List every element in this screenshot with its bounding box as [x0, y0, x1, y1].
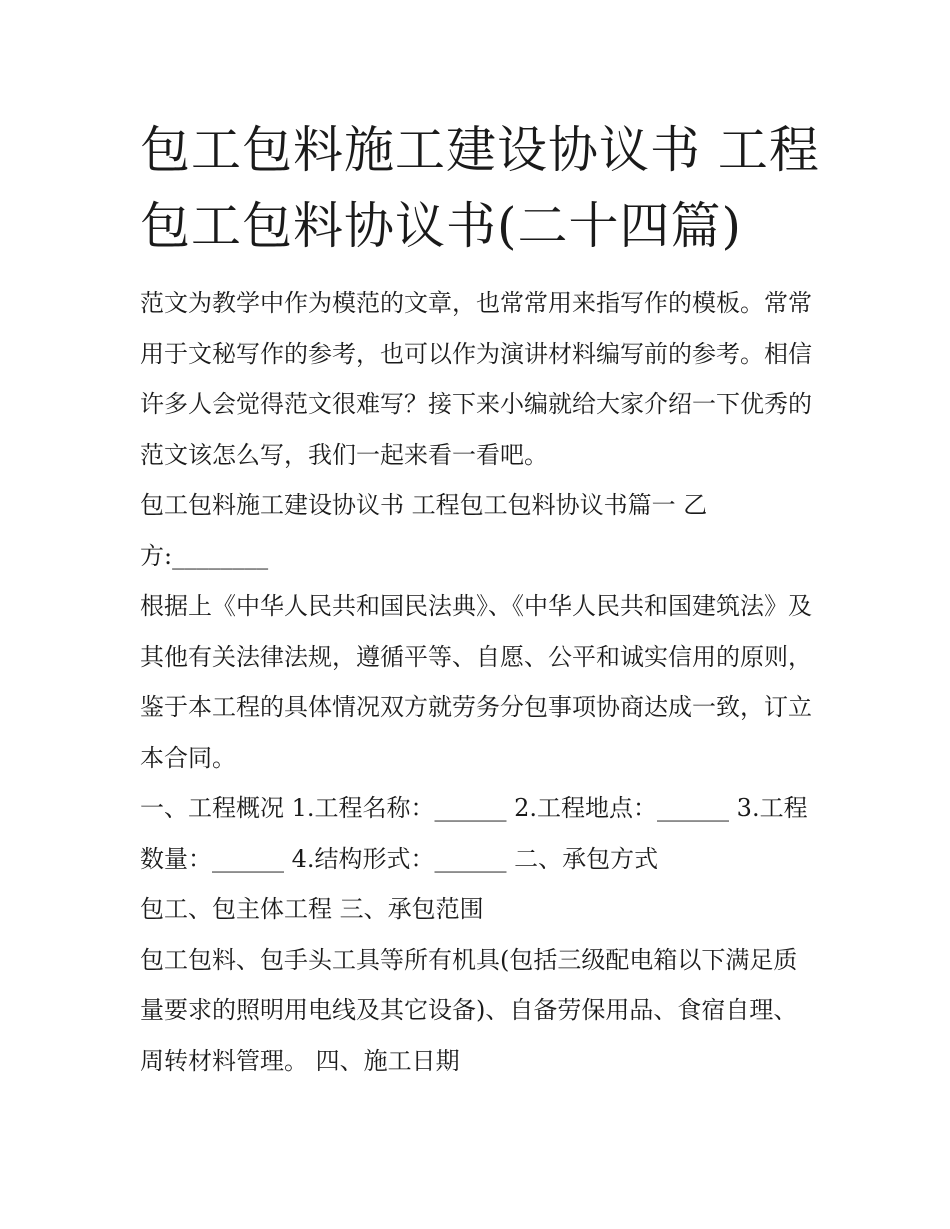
contract-method-paragraph: 包工、包主体工程 三、承包范围 — [140, 895, 484, 923]
document-body — [140, 278, 820, 1086]
contract-scope-paragraph: 包工包料、包手头工具等所有机具(包括三级配电箱以下满足质量要求的照明用电线及其它设备)、自备劳保用品、食宿自理、周转材料管理。 四、施工日期 — [140, 945, 798, 1075]
legal-basis-paragraph: 根据上《中华人民共和国民法典》、《中华人民共和国建筑法》及其他有关法律法规，遵循平等、自愿、公平和诚实信用的原则，鉴于本工程的具体情况双方就劳务分包事项协商达成一致，订立本合同。 — [140, 592, 812, 772]
document-title: 包工包料施工建设协议书 工程包工包料协议书(二十四篇) — [140, 121, 820, 255]
section-heading-paragraph: 包工包料施工建设协议书 工程包工包料协议书篇一 乙方:________ — [140, 491, 708, 570]
project-overview-paragraph: 一、工程概况 1.工程名称：______ 2.工程地点：______ 3.工程数量：______ 4.结构形式：______ 二、承包方式 — [140, 794, 808, 873]
intro-paragraph: 范文为教学中作为模范的文章，也常常用来指写作的模板。常常用于文秘写作的参考，也可以作为演讲材料编写前的参考。相信许多人会觉得范文很难写？接下来小编就给大家介绍一下优秀的范文该怎么写，我们一起来看一看吧。 — [140, 289, 812, 469]
